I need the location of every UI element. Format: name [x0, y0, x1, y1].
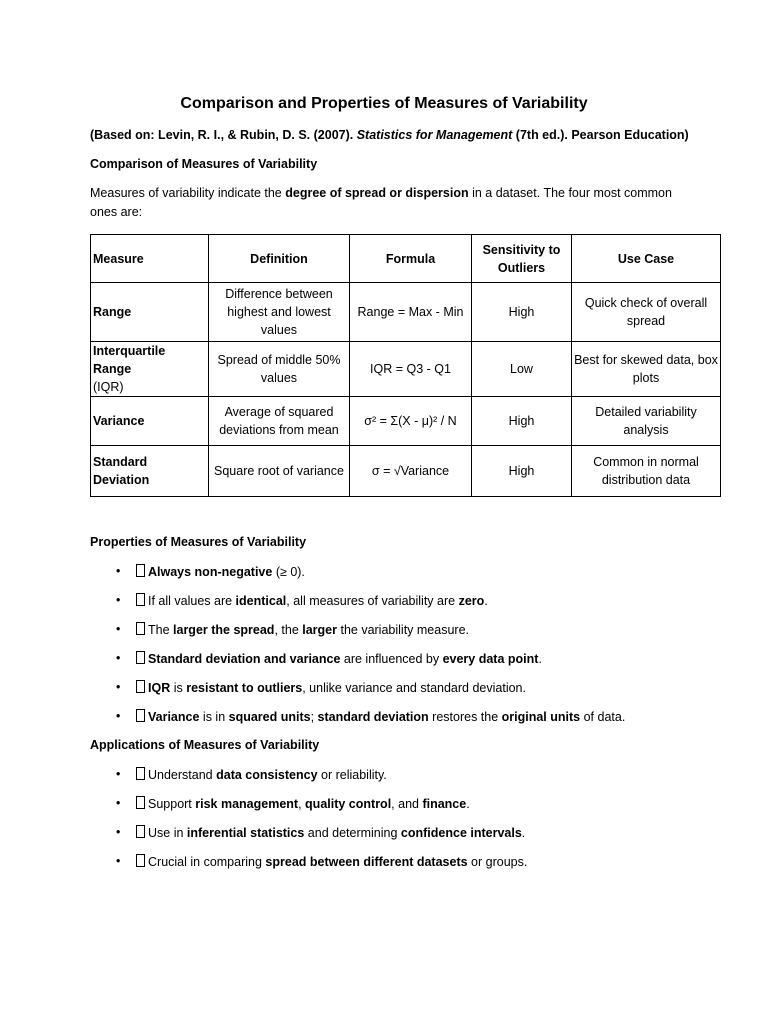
header-sensitivity: Sensitivity to Outliers: [472, 235, 572, 283]
list-item-text: ,: [298, 797, 306, 811]
list-item: [136, 796, 470, 811]
list-item-text: Use in: [148, 826, 187, 840]
list-item-text: Standard deviation and variance: [148, 652, 341, 666]
list-item-text: inferential statistics: [186, 826, 305, 840]
cell-sensitivity: High: [472, 446, 572, 497]
list-item-text: squared units: [228, 710, 311, 724]
list-item: [136, 622, 469, 637]
list-item-text: resistant to outliers: [186, 681, 303, 695]
list-item-text: restores the: [428, 710, 502, 724]
cell-formula: σ = √Variance: [350, 446, 472, 497]
list-item: [136, 767, 387, 782]
comparison-heading: Comparison of Measures of Variability: [90, 157, 318, 171]
cell-definition: Difference between highest and lowest values: [209, 283, 350, 342]
list-item-text: standard deviation: [317, 710, 429, 724]
cell-formula: Range = Max - Min: [350, 283, 472, 342]
list-item-text: Understand: [148, 768, 217, 782]
cell-use-case: Quick check of overall spread: [572, 283, 721, 342]
bullet-marker: •: [116, 651, 121, 665]
list-item-text: data consistency: [216, 768, 318, 782]
list-item-text: original units: [501, 710, 581, 724]
list-item-text: every data point: [442, 652, 539, 666]
list-item-text: is: [170, 681, 187, 695]
list-item: [136, 564, 305, 579]
bullet-marker: •: [116, 796, 121, 810]
list-item-text: .: [521, 826, 526, 840]
list-item-text: .: [484, 594, 488, 608]
table-row: [91, 397, 721, 446]
list-item-text: and determining: [304, 826, 401, 840]
missing-glyph-icon: [136, 593, 145, 606]
bullet-marker: •: [116, 825, 121, 839]
list-item-text: the variability measure.: [337, 623, 470, 637]
bullet-marker: •: [116, 709, 121, 723]
cell-sensitivity: High: [472, 283, 572, 342]
list-item-text: zero: [458, 594, 485, 608]
intro-paragraph-line2: ones are:: [90, 205, 143, 219]
table-row: [91, 342, 721, 397]
cell-measure: Variance: [91, 397, 209, 446]
list-item-text: finance: [422, 797, 467, 811]
header-measure: Measure: [91, 235, 209, 283]
intro-paragraph-line1: Measures of variability indicate the degree of spread or dispersion in a dataset. The four most common: [90, 186, 672, 200]
cell-sensitivity: Low: [472, 342, 572, 397]
list-item-text: The: [148, 623, 174, 637]
list-item-text: are influenced by: [340, 652, 443, 666]
missing-glyph-icon: [136, 651, 145, 664]
list-item-text: (≥ 0).: [272, 565, 305, 579]
missing-glyph-icon: [136, 796, 145, 809]
list-item-text: larger: [302, 623, 337, 637]
bullet-marker: •: [116, 854, 121, 868]
list-item-text: Support: [148, 797, 196, 811]
cell-use-case: Common in normal distribution data: [572, 446, 721, 497]
list-item-text: risk management: [195, 797, 299, 811]
cell-use-case: Best for skewed data, box plots: [572, 342, 721, 397]
source-citation: (Based on: Levin, R. I., & Rubin, D. S. (2007). Statistics for Management (7th ed.). Pearson Education): [90, 128, 689, 142]
cell-definition: Spread of middle 50% values: [209, 342, 350, 397]
cell-formula: σ² = Σ(X - μ)² / N: [350, 397, 472, 446]
list-item-text: is in: [199, 710, 229, 724]
bullet-marker: •: [116, 680, 121, 694]
list-item: [136, 593, 488, 608]
list-item-text: .: [538, 652, 542, 666]
properties-heading: Properties of Measures of Variability: [90, 535, 307, 549]
missing-glyph-icon: [136, 622, 145, 635]
cell-formula: IQR = Q3 - Q1: [350, 342, 472, 397]
header-use-case: Use Case: [572, 235, 721, 283]
cell-use-case: Detailed variability analysis: [572, 397, 721, 446]
table-row: [91, 446, 721, 497]
bullet-marker: •: [116, 767, 121, 781]
missing-glyph-icon: [136, 854, 145, 867]
list-item: [136, 825, 525, 840]
list-item-text: quality control: [305, 797, 392, 811]
list-item-text: or groups.: [467, 855, 528, 869]
list-item: [136, 651, 542, 666]
cell-sensitivity: High: [472, 397, 572, 446]
list-item: [136, 854, 527, 869]
bullet-marker: •: [116, 564, 121, 578]
list-item: [136, 709, 625, 724]
list-item-text: , all measures of variability are: [286, 594, 459, 608]
list-item-text: larger the spread: [173, 623, 275, 637]
table-row: [91, 283, 721, 342]
missing-glyph-icon: [136, 709, 145, 722]
cell-measure: Interquartile Range (IQR): [91, 342, 209, 397]
page-title: Comparison and Properties of Measures of Variability: [180, 95, 588, 112]
bullet-marker: •: [116, 593, 121, 607]
bullet-marker: •: [116, 622, 121, 636]
header-formula: Formula: [350, 235, 472, 283]
list-item-text: IQR: [148, 681, 171, 695]
table-header-row: [91, 235, 721, 283]
missing-glyph-icon: [136, 680, 145, 693]
comparison-table: [90, 234, 721, 497]
list-item-text: Variance: [148, 710, 200, 724]
list-item-text: or reliability.: [317, 768, 387, 782]
list-item-text: Always non-negative: [148, 565, 273, 579]
list-item-text: , and: [391, 797, 423, 811]
list-item-text: If all values are: [148, 594, 236, 608]
missing-glyph-icon: [136, 767, 145, 780]
list-item-text: .: [466, 797, 470, 811]
cell-definition: Square root of variance: [209, 446, 350, 497]
list-item-text: , the: [274, 623, 303, 637]
list-item: [136, 680, 526, 695]
cell-measure: Standard Deviation: [91, 446, 209, 497]
missing-glyph-icon: [136, 825, 145, 838]
header-definition: Definition: [209, 235, 350, 283]
list-item-text: identical: [235, 594, 287, 608]
list-item-text: , unlike variance and standard deviation.: [302, 681, 526, 695]
list-item-text: Crucial in comparing: [148, 855, 266, 869]
list-item-text: ;: [310, 710, 318, 724]
list-item-text: confidence intervals: [400, 826, 522, 840]
missing-glyph-icon: [136, 564, 145, 577]
cell-definition: Average of squared deviations from mean: [209, 397, 350, 446]
applications-heading: Applications of Measures of Variability: [90, 738, 320, 752]
cell-measure: Range: [91, 283, 209, 342]
list-item-text: spread between different datasets: [265, 855, 468, 869]
list-item-text: of data.: [580, 710, 626, 724]
